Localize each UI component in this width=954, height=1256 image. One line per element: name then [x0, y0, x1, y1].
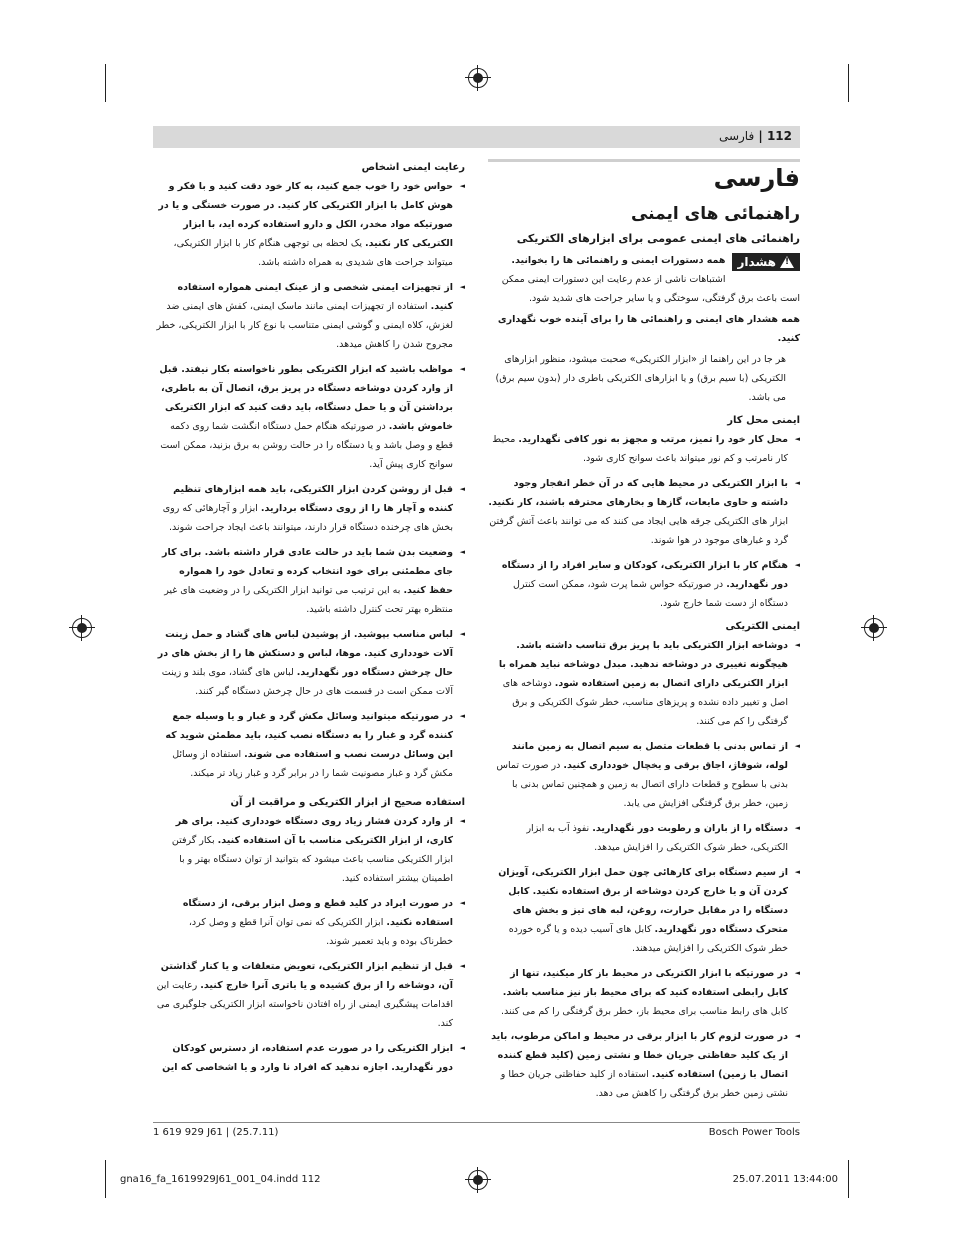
workplace-list: [488, 430, 800, 613]
list-item: ◄ در صورت ایراد در کلید قطع و وصل ابزار برقی، از دستگاه استفاده نکنید. ابزار الکتریکی که نمی توان آنرا قطع و وصل کرد، خطرناک بوده و باید تعمیر شوند.: [153, 894, 465, 951]
slug-filename: gna16_fa_1619929J61_001_04.indd 112: [120, 1174, 321, 1185]
warning-badge: [732, 253, 800, 271]
header-separator: |: [754, 129, 763, 143]
warning-text: اشتباهات ناشی از عدم رعایت این دستورات ایمنی ممکن است باعث برق گرفتگی، سوختگی و یا سایر جراحت های شدید شود.: [501, 274, 800, 304]
page-header: [153, 126, 800, 148]
registration-target-right-icon: [864, 618, 884, 638]
list-item: ◄ از سیم دستگاه برای کارهائی چون حمل ابزار الکتریکی، آویزان کردن آن و یا خارج کردن دوشاخه از برق استفاده نکنید. کابل دستگاه را در مقابل حرارت، روغن، لبه های تیز و بخش های متحرک دستگاه دور نگهدارید. کابل های آسیب دیده و یا گره خورده خطر شوک الکتریکی را افزایش میدهند.: [488, 863, 800, 958]
right-column: [488, 158, 800, 1109]
subsection-title: راهنمائی های ایمنی عمومی برای ابزارهای الکتریکی: [516, 232, 800, 245]
list-item: ◄ حواس خود را خوب جمع کنید، به کار خود دقت کنید و با فکر و هوش کامل با ابزار الکتریکی کار کنید. در صورت خستگی و یا در صورتیکه مواد مخدر، الکل و دارو استفاده کرده اید، با ابزار الکتریکی کار نکنید. یک لحظه بی توجهی هنگام کار با ابزار الکتریکی، میتواند جراحت های شدیدی به همراه داشته باشد.: [153, 177, 465, 272]
personal-safety-list: [153, 177, 465, 783]
section-title: راهنمائی های ایمنی: [630, 204, 800, 224]
list-item: ◄ از تماس بدنی با قطعات متصل به سیم اتصال به زمین مانند لوله، شوفاژ، اجاق برقی و یخچال خودداری کنید. در صورت تماس بدنی با سطوح و قطعات دارای اتصال به زمین و همچنین تماس بدنی با زمین، خطر برق گرفتگی افزایش می یابد.: [488, 737, 800, 813]
footer-doc-code: 1 619 929 J61 | (25.7.11): [153, 1127, 279, 1138]
personal-safety-heading: رعایت ایمنی اشخاص: [361, 162, 465, 173]
list-item: ◄ محل کار خود را تمیز، مرتب و مجهز به نور کافی نگهدارید. محیط کار نامرتب و کم نور میتواند باعث سوانح کاری شود.: [488, 430, 800, 468]
list-item: ◄ در صورت لزوم کار با ابزار برقی در محیط و اماکن مرطوب، باید از یک کلید حفاظتی جریان خطا و نشتی زمین (کلید قطع کننده اتصال با زمین) استفاده کنید. استفاده از کلید حفاظتی جریان خطا و نشتی زمین خطر برق گرفتگی را کاهش می دهد.: [488, 1027, 800, 1103]
list-item: ◄ از تجهیزات ایمنی شخصی و از عینک ایمنی همواره استفاده کنید. استفاده از تجهیزات ایمنی مانند ماسک ایمنی، کفش های ایمنی ضد لغزش، کلاه ایمنی و گوشی ایمنی متناسب با نوع کار با ابزار الکتریکی، خطر مجروح شدن را کاهش میدهد.: [153, 278, 465, 354]
list-item: ◄ قبل از تنظیم ابزار الکتریکی، تعویض متعلقات و یا کنار گذاشتن آن، دوشاخه را از برق کشیده و یا باتری آنرا خارج کنید. رعایت این اقدامات پیشگیری ایمنی از راه افتادن ناخواسته ابزار الکتریکی جلوگیری می کند.: [153, 957, 465, 1033]
tool-use-list: [153, 812, 465, 1077]
list-item: ◄ مواظب باشید که ابزار الکتریکی بطور ناخواسته بکار نیفتد. قبل از وارد کردن دوشاخه دستگاه در پریز برق، اتصال آن به باطری، برداشتن آن و یا حمل دستگاه، باید دقت کنید که ابزار الکتریکی خاموش باشد. در صورتیکه هنگام حمل دستگاه انگشت شما روی دکمه قطع و وصل باشد و یا دستگاه را در حالت روشن به برق بزنید، ممکن است سوانح کاری پیش آید.: [153, 360, 465, 474]
electrical-heading: ایمنی الکتریکی: [725, 621, 800, 632]
crop-mark-bottom-right: [848, 1160, 849, 1198]
warning-lead: همه دستورات ایمنی و راهنمائی ها را بخوانید.: [511, 255, 726, 266]
tool-use-heading: استفاده صحیح از ابزار الکتریکی و مراقبت از آن: [230, 797, 465, 808]
crop-mark-top-left: [105, 64, 106, 102]
list-item: ◄ در صورتیکه با ابزار الکتریکی در محیط باز کار میکنید، تنها از کابل رابطی استفاده کنید که برای محیط باز نیز مناسب باشد. کابل های رابط مناسب برای محیط باز، خطر برق گرفتگی را کم می کنند.: [488, 964, 800, 1021]
definition-text: هر جا در این راهنما از «ابزار الکتریکی» صحبت میشود، منظور ابزارهای الکتریکی (با سیم برق) و یا ابزارهای الکتریکی باطری دار (بدون سیم برق) می باشد.: [495, 354, 786, 403]
list-item: ◄ لباس مناسب بپوشید. از پوشیدن لباس های گشاد و حمل زینت آلات خودداری کنید. موها، لباس و دستکش ها را از بخش های در حال چرخش دستگاه دور نگهدارید. لباس های گشاد، موی بلند و زینت آلات ممکن است در قسمت های در حال چرخش دستگاه گیر کنند.: [153, 625, 465, 701]
registration-target-top-icon: [468, 68, 488, 88]
warning-triangle-icon: [780, 256, 794, 268]
registration-target-left-icon: [72, 618, 92, 638]
list-item: ◄ وضعیت بدن شما باید در حالت عادی قرار داشته باشد. برای کار جای مطمئنی برای خود انتخاب کرده و تعادل خود را همواره حفظ کنید. به این ترتیب می توانید ابزار الکتریکی را در وضعیت های غیر منتظره بهتر تحت کنترل داشته باشید.: [153, 543, 465, 619]
left-column: [153, 160, 465, 1083]
language-title: فارسی: [713, 164, 800, 192]
workplace-heading: ایمنی محل کار: [727, 415, 800, 426]
header-language: فارسی: [718, 129, 755, 143]
keep-instructions: همه هشدار های ایمنی و راهنمائی ها را برای آینده خوب نگهداری کنید.: [497, 314, 800, 344]
slug-timestamp: 25.07.2011 13:44:00: [732, 1174, 838, 1185]
warning-badge-label: هشدار: [737, 255, 776, 269]
list-item: ◄ از وارد کردن فشار زیاد روی دستگاه خودداری کنید. برای هر کاری، از ابزار الکتریکی مناسب با آن استفاده کنید. بکار گرفتن ابزار الکتریکی مناسب باعث میشود که بتوانید از توان دستگاه بهتر و با اطمینان بیشتر استفاده کنید.: [153, 812, 465, 888]
list-item: ◄ قبل از روشن کردن ابزار الکتریکی، باید همه ابزارهای تنظیم کننده و آچار ها را از روی دستگاه بردارید. ابزار و آچارهائی که روی بخش های چرخنده دستگاه قرار دارند، میتوانند باعث ایجاد جراحت شوند.: [153, 480, 465, 537]
list-item: ◄ دستگاه را از باران و رطوبت دور نگهدارید. نفوذ آب به ابزار الکتریکی، خطر شوک الکتریکی را افزایش میدهد.: [488, 819, 800, 857]
list-item: ◄ در صورتیکه میتوانید وسائل مکش گرد و غبار و یا وسیله جمع کننده گرد و غبار را به دستگاه نصب کنید، باید مطمئن شوید که این وسائل درست نصب و استفاده می شوند. استفاده از وسائل مکش گرد و غبار مصونیت شما را در برابر گرد و غبار زیاد تر میکند.: [153, 707, 465, 783]
list-item: ◄ با ابزار الکتریکی در محیط هایی که در آن خطر انفجار وجود داشته و حاوی مایعات، گازها و بخارهای محترقه باشند، کار نکنید. ابزار های الکتریکی جرقه هایی ایجاد می کنند که می توانند باعث آتش گرفتن گرد و غبارهای موجود در هوا شوند.: [488, 474, 800, 550]
footer-rule: [153, 1122, 800, 1123]
header-text: [719, 129, 792, 143]
electrical-list: [488, 636, 800, 1103]
crop-mark-bottom-left: [105, 1160, 106, 1198]
list-item: ◄ ابزار الکتریکی را در صورت عدم استفاده، از دسترس کودکان دور نگهدارید. اجازه ندهید که افراد نا وارد و یا اشخاصی که این: [153, 1039, 465, 1077]
crop-mark-top-right: [848, 64, 849, 102]
list-item: ◄ هنگام کار با ابزار الکتریکی، کودکان و سایر افراد را از دستگاه دور نگهدارید. در صورتیکه حواس شما پرت شود، ممکن است کنترل دستگاه از دست شما خارج شود.: [488, 556, 800, 613]
footer-brand: Bosch Power Tools: [708, 1127, 800, 1138]
warning-block: [488, 251, 800, 308]
list-item: ◄ دوشاخه ابزار الکتریکی باید با پریز برق تناسب داشته باشد. هیچگونه تغییری در دوشاخه ندهید. مبدل دوشاخه نباید همراه با ابزار الکتریکی دارای اتصال به زمین استفاده شود. دوشاخه های اصل و تغییر داده نشده و پریزهای مناسب، خطر شوک الکتریکی و برق گرفتگی را کم می کنند.: [488, 636, 800, 731]
header-page-number: 112: [766, 129, 792, 143]
registration-target-bottom-icon: [468, 1170, 488, 1190]
